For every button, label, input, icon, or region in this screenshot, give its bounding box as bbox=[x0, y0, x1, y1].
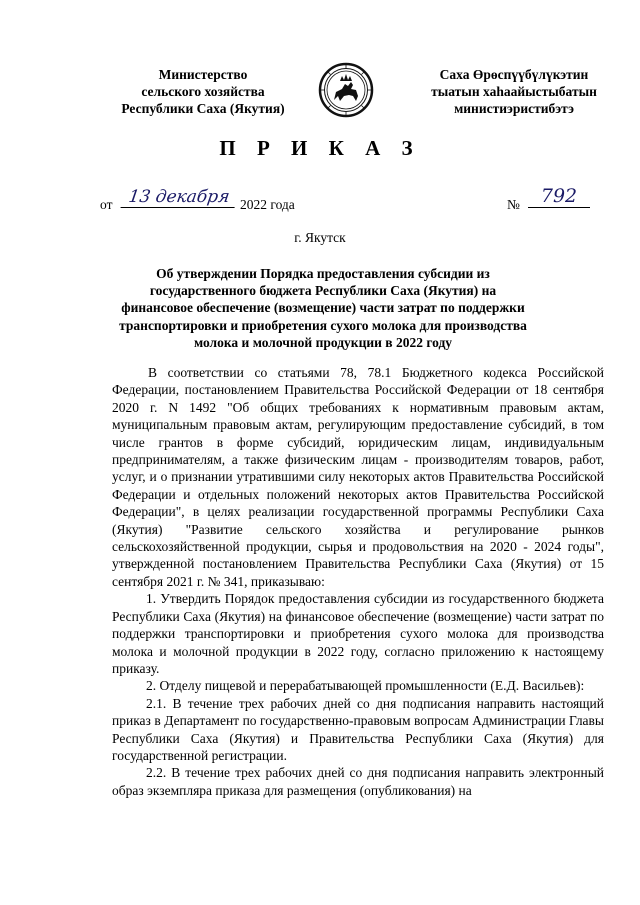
date-prefix: от bbox=[100, 197, 113, 212]
ministry-name-russian bbox=[98, 66, 308, 117]
clause-paragraph: 2.2. В течение трех рабочих дней со дня подписания направить электронный образ экземпляра приказа для размещения (опубликования) на bbox=[112, 765, 604, 798]
ministry-line: Республики Саха (Якутия) bbox=[121, 101, 285, 116]
date-year: 2022 года bbox=[240, 197, 295, 212]
number-sign: № bbox=[507, 197, 520, 212]
ministry-line: сельского хозяйства bbox=[141, 84, 265, 99]
preamble-paragraph: В соответствии со статьями 78, 78.1 Бюджетного кодекса Российской Федерации, постановлением Правительства Российской Федерации от 18 сентября 2020 г. N 1492 "Об общих требованиях к нормативным правовым актам, муниципальным правовым актам, регулирующим предоставление субсидий, в том числе грантов в форме субсидий, юридическим лицам, индивидуальным предпринимателям, а также физическим лицам - производителям товаров, работ, услуг, и о признании утратившими силу некоторых актов Правительства Российской Федерации и отдельных положений некоторых актов Правительства Российской Федерации", в целях реализации государственной программы Республики Саха (Якутия) "Развитие сельского хозяйства и регулирование рынков сельскохозяйственной продукции, сырья и продовольствия на 2020 - 2024 годы", утвержденной постановлением Правительства Республики Саха (Якутия) от 15 сентября 2021 г. № 341, приказываю: bbox=[112, 365, 604, 589]
clause-paragraph: 2. Отделу пищевой и перерабатывающей промышленности (Е.Д. Васильев): bbox=[146, 678, 585, 694]
document-title: П Р И К А З bbox=[219, 136, 421, 160]
order-body bbox=[112, 364, 604, 799]
ministry-line: Министерство bbox=[158, 67, 248, 82]
coat-of-arms-emblem bbox=[318, 62, 374, 118]
city: г. Якутск bbox=[294, 230, 346, 245]
ministry-name-sakha bbox=[396, 66, 632, 117]
clause-paragraph: 2.1. В течение трех рабочих дней со дня подписания направить настоящий приказ в Департамент по государственно-правовым вопросам Администрации Главы Республики Саха (Якутия) и Правительства Республики Саха (Якутия) для государственной регистрации. bbox=[112, 695, 604, 763]
ministry-line: Саха Өрөспүүбүлүкэтин bbox=[439, 67, 589, 82]
clause-paragraph: 1. Утвердить Порядок предоставления субсидии из государственного бюджета Республики Саха (Якутия) на финансовое обеспечение (возмещение) части затрат по поддержки транспортировки и приобретения сухого молока для производства молока и молочной продукции в 2022 году, согласно приложению к настоящему приказу. bbox=[112, 591, 604, 676]
ministry-line: министиэристибэтэ bbox=[454, 101, 574, 116]
order-subject: Об утверждении Порядка предоставления субсидии из государственного бюджета Республики Саха (Якутия) на финансовое обеспечение (возмещение) части затрат по поддержки транспортировки и приобретения сухого молока для производства молока и молочной продукции в 2022 году bbox=[119, 266, 527, 350]
ministry-line: тыатын хаһаайыстыбатын bbox=[431, 84, 597, 99]
handwritten-date: 13 декабря bbox=[121, 187, 238, 208]
handwritten-number: 792 bbox=[528, 185, 590, 208]
